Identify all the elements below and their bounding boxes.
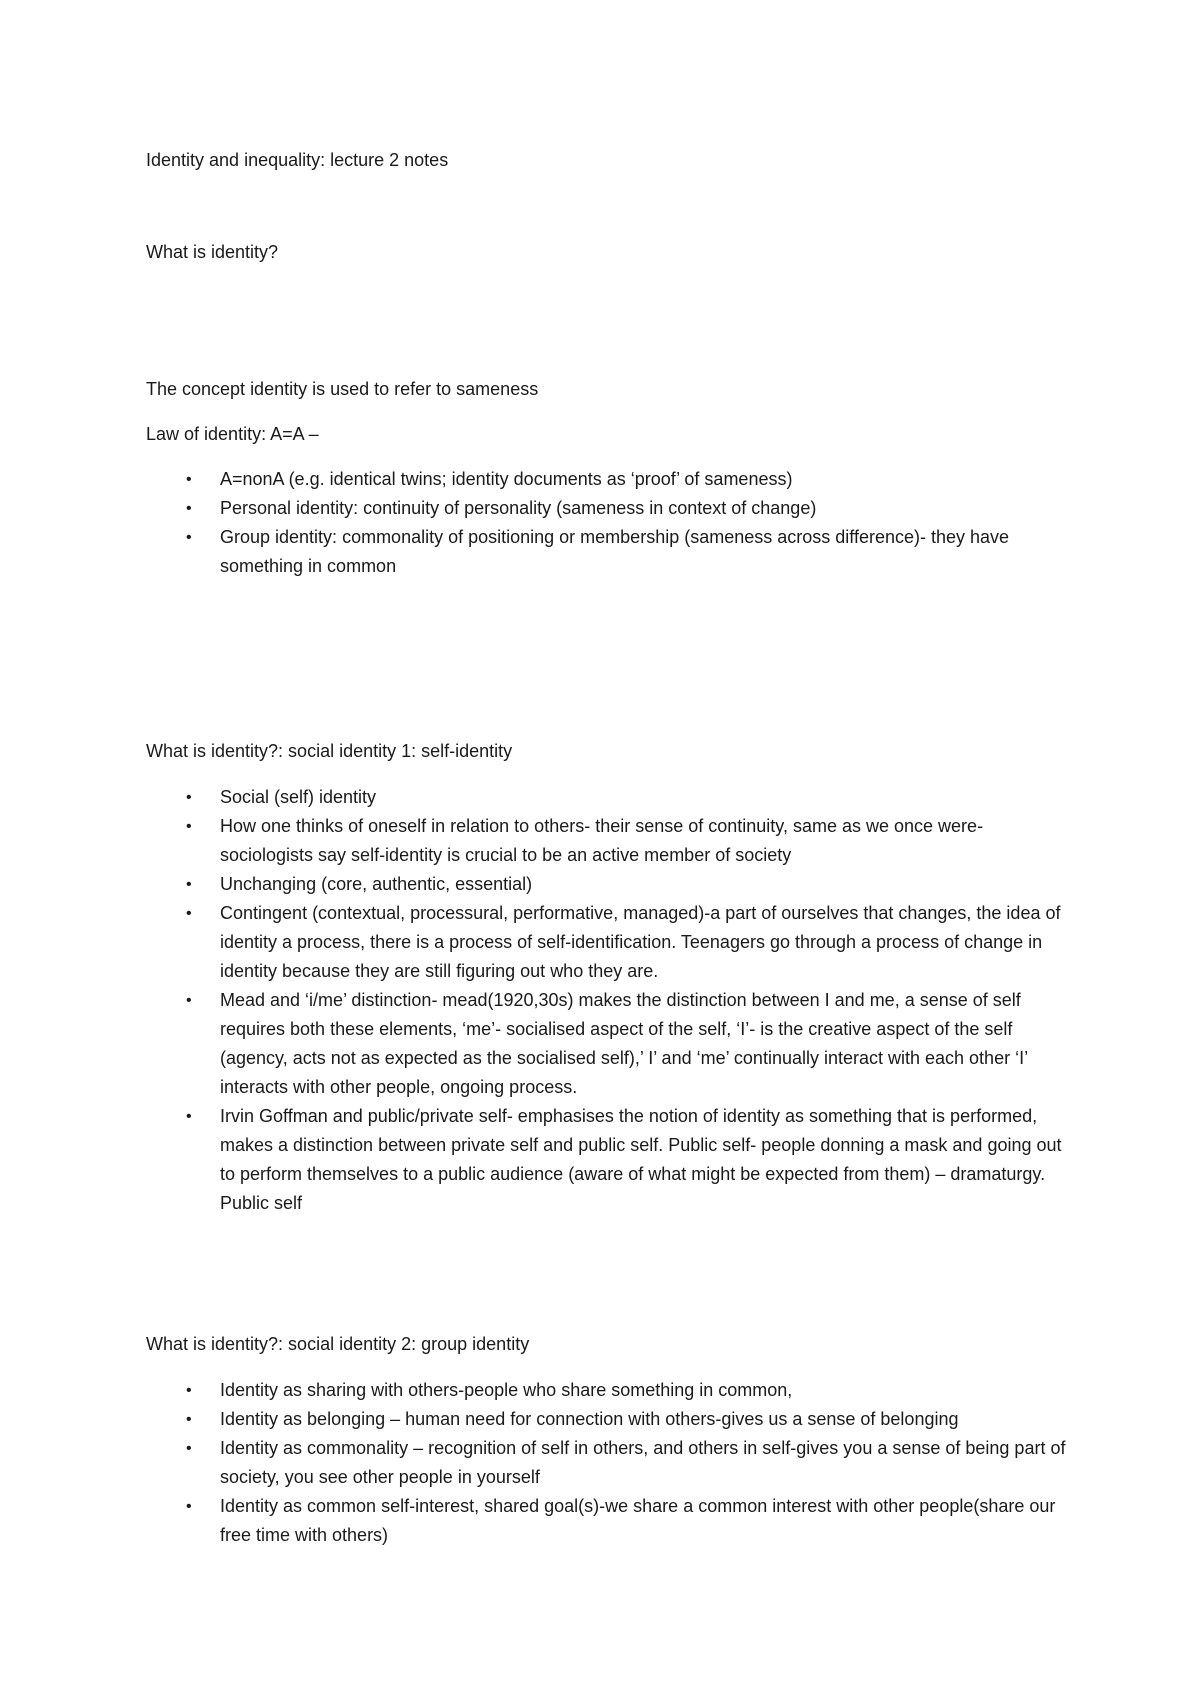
bullet-icon: •: [186, 1411, 192, 1428]
list-item: [146, 1405, 1076, 1434]
list-item: [146, 465, 1076, 494]
bullet-icon: •: [186, 1498, 192, 1515]
list-item: [146, 870, 1076, 899]
list-item: [146, 783, 1076, 812]
section-heading-what-is-identity: What is identity?: [146, 242, 279, 262]
bullet-icon: •: [186, 1440, 192, 1457]
list-item-text: Mead and ‘i/me’ distinction- mead(1920,30s) makes the distinction between I and me, a sense of self requires both these elements, ‘me’- socialised aspect of the self, ‘I’- is the creative aspect of the self (agency, acts not as expected as the socialised self),’ I’ and ‘me’ continually interact with each other ‘I’ interacts with other people, ongoing process.: [220, 990, 1028, 1097]
bullet-icon: •: [186, 1382, 192, 1399]
identity-sameness-list: [146, 465, 1076, 581]
list-item-text: Identity as belonging – human need for connection with others-gives us a sense of belonging: [220, 1409, 959, 1429]
paragraph-law-of-identity: Law of identity: A=A –: [146, 424, 319, 444]
bullet-icon: •: [186, 789, 192, 806]
bullet-icon: •: [186, 905, 192, 922]
list-item-text: Identity as commonality – recognition of self in others, and others in self-gives you a sense of being part of society, you see other people in yourself: [220, 1438, 1066, 1487]
list-item-text: Identity as sharing with others-people who share something in common,: [220, 1380, 793, 1400]
document-title: Identity and inequality: lecture 2 notes: [146, 150, 449, 170]
section-heading-self-identity: What is identity?: social identity 1: self-identity: [146, 741, 513, 761]
bullet-icon: •: [186, 992, 192, 1009]
list-item: [146, 1102, 1076, 1218]
paragraph-concept-sameness: The concept identity is used to refer to sameness: [146, 379, 539, 399]
bullet-icon: •: [186, 529, 192, 546]
self-identity-list: [146, 783, 1076, 1218]
section-heading-group-identity: What is identity?: social identity 2: group identity: [146, 1334, 530, 1354]
list-item-text: Social (self) identity: [220, 787, 377, 807]
list-item: [146, 1376, 1076, 1405]
list-item-text: Irvin Goffman and public/private self- emphasises the notion of identity as something that is performed, makes a distinction between private self and public self. Public self- people donning a mask and going out to perform themselves to a public audience (aware of what might be expected from them) – dramaturgy. Public self: [220, 1106, 1062, 1213]
list-item: [146, 899, 1076, 986]
list-item-text: Identity as common self-interest, shared goal(s)-we share a common interest with other people(share our free time with others): [220, 1496, 1056, 1545]
list-item: [146, 494, 1076, 523]
list-item-text: How one thinks of oneself in relation to others- their sense of continuity, same as we once were- sociologists say self-identity is crucial to be an active member of society: [220, 816, 984, 865]
list-item-text: Personal identity: continuity of personality (sameness in context of change): [220, 498, 817, 518]
bullet-icon: •: [186, 876, 192, 893]
bullet-icon: •: [186, 1108, 192, 1125]
list-item: [146, 812, 1076, 870]
list-item: [146, 986, 1076, 1102]
bullet-icon: •: [186, 500, 192, 517]
list-item-text: Group identity: commonality of positioning or membership (sameness across difference)- they have something in common: [220, 527, 1010, 576]
list-item: [146, 1434, 1076, 1492]
list-item-text: Contingent (contextual, processural, performative, managed)-a part of ourselves that changes, the idea of identity a process, there is a process of self-identification. Teenagers go through a process of change in identity because they are still figuring out who they are.: [220, 903, 1061, 981]
bullet-icon: •: [186, 471, 192, 488]
list-item: [146, 1492, 1076, 1550]
bullet-icon: •: [186, 818, 192, 835]
group-identity-list: [146, 1376, 1076, 1550]
list-item: [146, 523, 1076, 581]
list-item-text: Unchanging (core, authentic, essential): [220, 874, 533, 894]
list-item-text: A=nonA (e.g. identical twins; identity documents as ‘proof’ of sameness): [220, 469, 793, 489]
